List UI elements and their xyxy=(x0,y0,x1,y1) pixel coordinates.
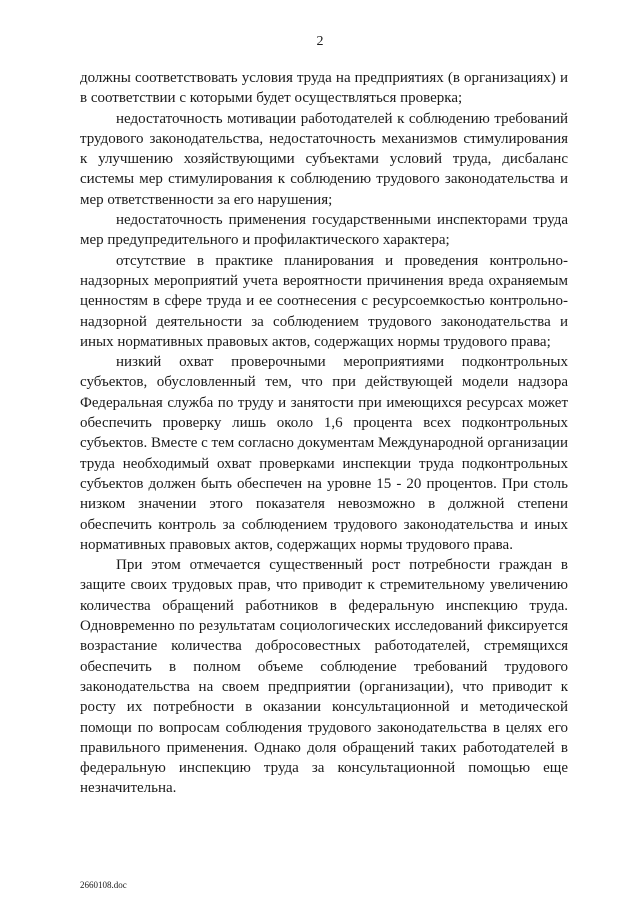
page-number: 2 xyxy=(316,34,324,49)
paragraph-motivation: недостаточность мотивации работодателей к соблюдению требований трудового законодательства, недостаточность механизмов стимулирования к улучшению хозяйствующими субъектами условий труда, дисбаланс системы мер стимулирования к соблюдению трудового законодательства и мер ответственности за его нарушения; xyxy=(80,110,568,208)
paragraph-continuation: должны соответствовать условия труда на предприятиях (в организациях) и в соответствии с которыми будет осуществляться проверка; xyxy=(80,70,568,107)
paragraph-risk-planning: отсутствие в практике планирования и проведения контрольно-надзорных мероприятий учета вероятности причинения вреда охраняемым ценностям в сфере труда и ее соотнесения с ресурсоемкостью контрольно-надзорной деятельности за соблюдением трудового законодательства и иных нормативных правовых актов, содержащих нормы трудового права; xyxy=(80,252,568,350)
paragraph-low-coverage: низкий охват проверочными мероприятиями подконтрольных субъектов, обусловленный тем, что при действующей модели надзора Федеральная служба по труду и занятости при имеющихся ресурсах может обеспечить проверку лишь около 1,6 процента всех подконтрольных субъектов. Вместе с тем согласно документам Международной организации труда необходимый охват проверками инспекции труда подконтрольных субъектов должен быть обеспечен на уровне 15 - 20 процентов. При столь низком значении этого показателя невозможно в должной степени обеспечить контроль за соблюдением трудового законодательства и иных нормативных правовых актов, содержащих нормы трудового права. xyxy=(80,354,568,553)
footer-filename: 2660108.doc xyxy=(80,880,127,890)
paragraph-growing-demand: При этом отмечается существенный рост потребности граждан в защите своих трудовых прав, что приводит к стремительному увеличению количества обращений работников в федеральную инспекцию труда. Одновременно по результатам социологических исследований фиксируется возрастание количества добросовестных работодателей, стремящихся обеспечить в полном объеме соблюдение требований трудового законодательства на своем предприятии (организации), что приводит к росту их потребности в оказании консультационной и методической помощи по вопросам соблюдения трудового законодательства в целях его правильного применения. Однако доля обращений таких работодателей в федеральную инспекцию труда за консультационной помощью еще незначительна. xyxy=(80,557,568,797)
paragraph-preventive-measures: недостаточность применения государственными инспекторами труда мер предупредительного и профилактического характера; xyxy=(80,212,568,249)
document-body xyxy=(80,68,568,799)
